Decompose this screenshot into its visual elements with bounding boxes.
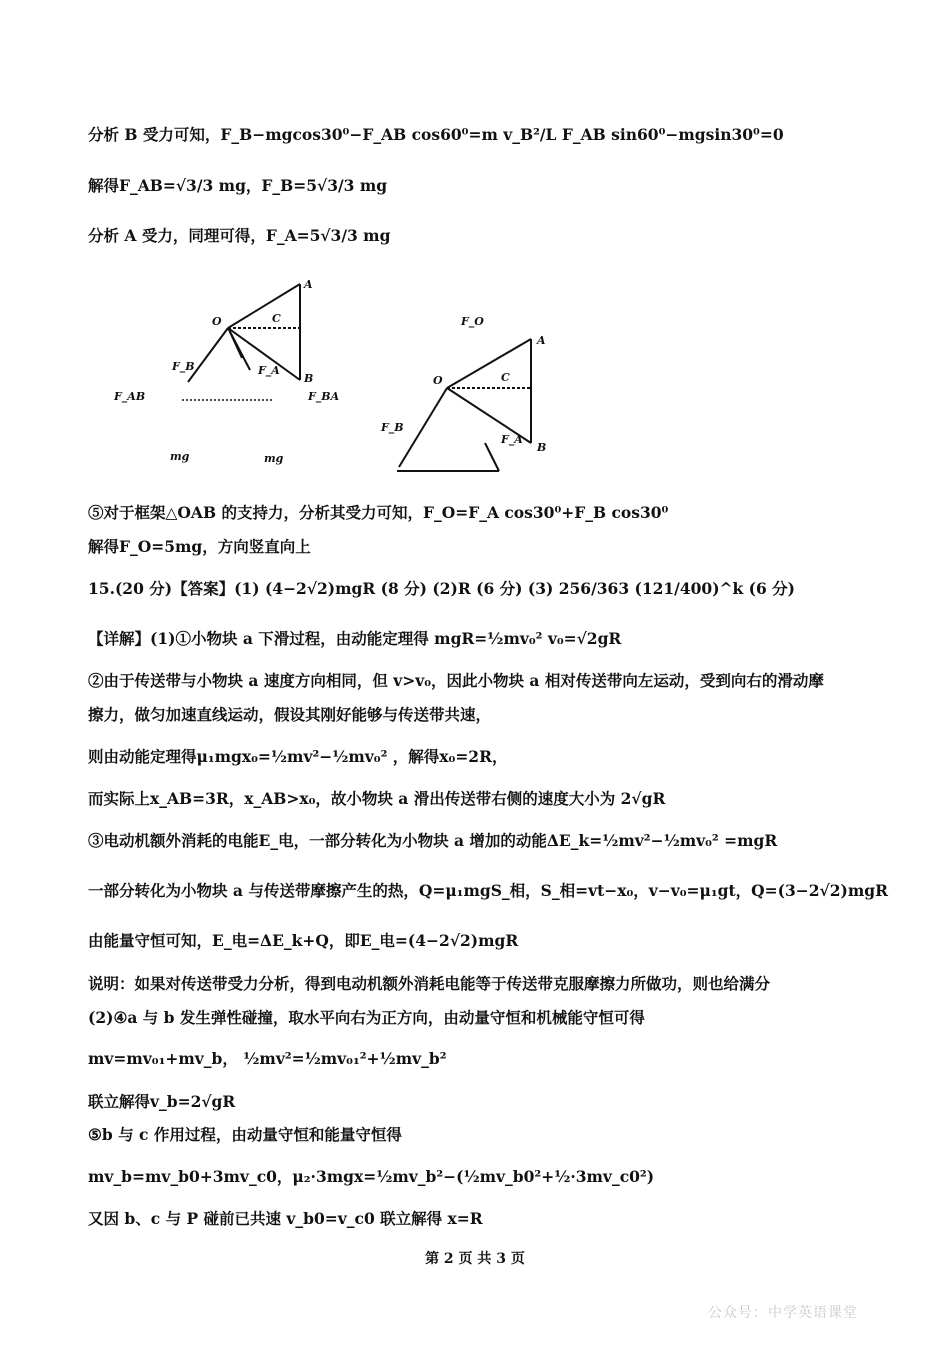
- figure-left: [100, 270, 360, 470]
- line-13: 一部分转化为小物块 a 与传送带摩擦产生的热，Q=μ₁mgS_相，S_相=vt−x₀，v−v₀=μ₁gt，Q=(3−2√2)mgR: [88, 881, 888, 900]
- label-FA: F_A: [501, 433, 523, 446]
- answer-line: 15.(20 分)【答案】(1) (4−2√2)mgR (8 分) (2)R (6 分) (3) 256/363 (121/400)^k (6 分): [88, 579, 796, 598]
- label-B: B: [304, 372, 314, 385]
- line-17: mv=mv₀₁+mv_b， ½mv²=½mv₀₁²+½mv_b²: [88, 1049, 447, 1068]
- line-20: mv_b=mv_b0+3mv_c0，μ₂·3mgx=½mv_b²−(½mv_b0²+½·3mv_c0²): [88, 1167, 655, 1186]
- label-mg-2: mg: [264, 452, 284, 465]
- label-O: O: [212, 315, 222, 328]
- label-A: A: [537, 334, 546, 347]
- line-1: 分析 B 受力可知，F_B−mgcos30⁰−F_AB cos60⁰=m v_B²/L F_AB sin60⁰−mgsin30⁰=0: [88, 125, 784, 144]
- line-10: 则由动能定理得μ₁mgx₀=½mv²−½mv₀² ，解得x₀=2R，: [88, 747, 508, 766]
- label-FB: F_B: [381, 421, 404, 434]
- label-A: A: [304, 278, 313, 291]
- line-3: 分析 A 受力，同理可得，F_A=5√3/3 mg: [88, 226, 391, 245]
- line-5: 解得F_O=5mg，方向竖直向上: [88, 537, 311, 556]
- label-C: C: [501, 371, 510, 384]
- line-21: 又因 b、c 与 P 碰前已共速 v_b0=v_c0 联立解得 x=R: [88, 1209, 483, 1228]
- line-19: ⑤b 与 c 作用过程，由动量守恒和能量守恒得: [88, 1125, 402, 1144]
- line-4: ⑤对于框架△OAB 的支持力，分析其受力可知，F_O=F_A cos30⁰+F_B cos30⁰: [88, 503, 669, 522]
- page-footer: 第 2 页 共 3 页: [425, 1251, 525, 1267]
- label-FO: F_O: [461, 315, 484, 328]
- label-FB: F_B: [172, 360, 195, 373]
- note-line: 说明：如果对传送带受力分析，得到电动机额外消耗电能等于传送带克服摩擦力所做功，则也给满分: [88, 974, 771, 993]
- line-16: (2)④a 与 b 发生弹性碰撞，取水平向右为正方向，由动量守恒和机械能守恒可得: [88, 1008, 645, 1027]
- label-mg-1: mg: [170, 450, 190, 463]
- figure-right: [375, 305, 575, 480]
- line-14: 由能量守恒可知，E_电=ΔE_k+Q，即E_电=(4−2√2)mgR: [88, 931, 519, 950]
- line-9: 擦力，做匀加速直线运动，假设其刚好能够与传送带共速，: [88, 705, 492, 724]
- label-O: O: [433, 374, 443, 387]
- label-C: C: [272, 312, 281, 325]
- line-7: 【详解】(1)①小物块 a 下滑过程，由动能定理得 mgR=½mv₀² v₀=√2gR: [88, 629, 622, 648]
- line-18: 联立解得v_b=2√gR: [88, 1092, 236, 1111]
- line-2: 解得F_AB=√3/3 mg，F_B=5√3/3 mg: [88, 176, 388, 195]
- label-FBA: F_BA: [308, 390, 340, 403]
- line-12: ③电动机额外消耗的电能E_电，一部分转化为小物块 a 增加的动能ΔE_k=½mv²−½mv₀² =mgR: [88, 831, 778, 850]
- line-8: ②由于传送带与小物块 a 速度方向相同，但 v>v₀，因此小物块 a 相对传送带向左运动，受到向右的滑动摩: [88, 671, 824, 690]
- watermark: 公众号：中学英语课堂: [708, 1305, 858, 1321]
- line-11: 而实际上x_AB=3R，x_AB>x₀，故小物块 a 滑出传送带右侧的速度大小为 2√gR: [88, 789, 666, 808]
- label-B: B: [537, 441, 547, 454]
- label-FAB: F_AB: [114, 390, 146, 403]
- label-FA: F_A: [258, 364, 280, 377]
